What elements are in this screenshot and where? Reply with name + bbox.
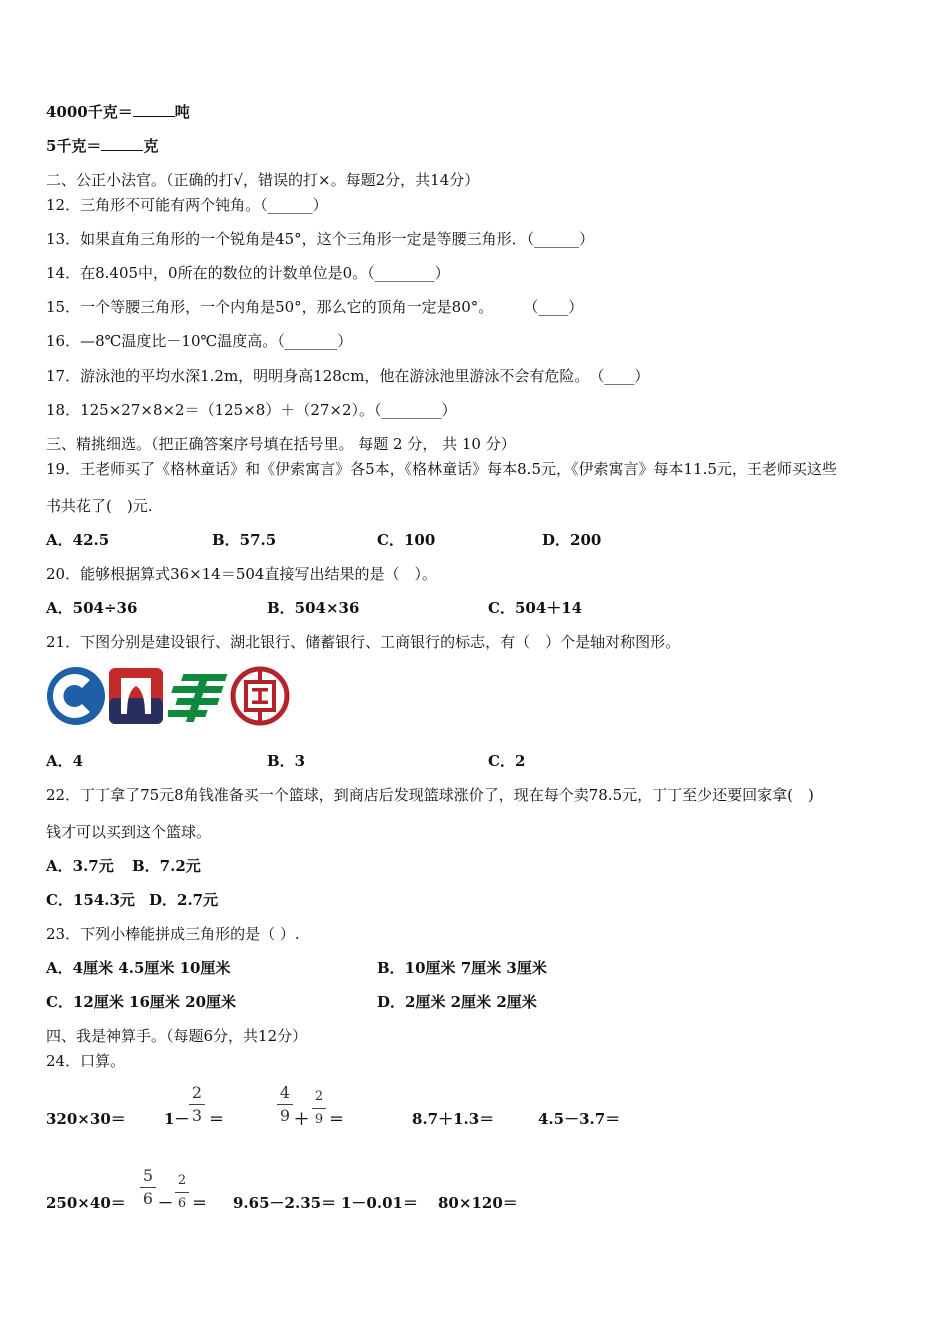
question-14: 14．在8.405中，0所在的数位的计数单位是0。（________） — [46, 264, 450, 282]
question-21: 21．下图分别是建设银行、湖北银行、储蓄银行、工商银行的标志，有（ ）个是轴对称图形。 — [46, 633, 681, 651]
answer-blank[interactable] — [101, 136, 143, 151]
calc-1-minus-prefix: 1－ — [164, 1110, 190, 1128]
question-16: 16．—8℃温度比－10℃温度高。（_______） — [46, 332, 353, 350]
q22-option-d[interactable]: D．2.7元 — [149, 891, 219, 909]
denominator: 3 — [191, 1106, 203, 1125]
answer-blank[interactable] — [133, 102, 175, 117]
q23-option-c[interactable]: C．12厘米 16厘米 20厘米 — [46, 993, 237, 1011]
denominator: 6 — [177, 1196, 187, 1211]
question-15: 15．一个等腰三角形，一个内角是50°，那么它的顶角一定是80°。 （____） — [46, 298, 584, 316]
denominator: 6 — [142, 1189, 154, 1208]
minus-sign: － — [158, 1194, 174, 1212]
section2-title: 二、公正小法官。（正确的打√，错误的打×。每题2分，共14分） — [46, 171, 480, 189]
question-18: 18．125×27×8×2＝（125×8）＋（27×2）。（________） — [46, 401, 457, 419]
q19-option-a[interactable]: A．42.5 — [46, 531, 110, 549]
q22-option-a[interactable]: A．3.7元 — [46, 857, 114, 875]
numerator: 5 — [142, 1166, 154, 1185]
fill-line-text: 4000千克＝ — [46, 103, 133, 121]
plus-sign: ＋ — [294, 1110, 310, 1128]
fraction-5-6 — [140, 1167, 156, 1208]
numerator: 2 — [191, 1083, 203, 1102]
icbc-logo — [230, 666, 290, 726]
fraction-2-9 — [312, 1088, 326, 1129]
q23-option-d[interactable]: D．2厘米 2厘米 2厘米 — [377, 993, 537, 1011]
q19-option-b[interactable]: B．57.5 — [212, 531, 277, 549]
question-19-line1: 19．王老师买了《格林童话》和《伊索寓言》各5本，《格林童话》每本8.5元，《伊索寓言》每本11.5元，王老师买这些 — [46, 460, 837, 478]
q21-option-b[interactable]: B．3 — [267, 752, 306, 770]
fraction-2-6 — [175, 1172, 189, 1213]
question-20: 20．能够根据算式36×14＝504直接写出结果的是（ ）。 — [46, 565, 437, 583]
calc-4.5-minus-3.7: 4.5－3.7＝ — [538, 1110, 621, 1128]
ccb-logo — [46, 666, 106, 726]
denominator: 9 — [314, 1112, 324, 1127]
denominator: 9 — [279, 1106, 291, 1125]
q19-option-d[interactable]: D．200 — [542, 531, 602, 549]
calc-9.65-minus-2.35: 9.65－2.35＝ — [233, 1194, 337, 1212]
question-23: 23．下列小棒能拼成三角形的是（ ）. — [46, 925, 300, 943]
fill-line-unit: 吨 — [174, 103, 190, 121]
q23-option-a[interactable]: A．4厘米 4.5厘米 10厘米 — [46, 959, 231, 977]
question-13: 13．如果直角三角形的一个锐角是45°，这个三角形一定是等腰三角形．（______） — [46, 230, 595, 248]
numerator: 2 — [177, 1173, 187, 1188]
q20-option-a[interactable]: A．504÷36 — [46, 599, 138, 617]
q20-option-c[interactable]: C．504＋14 — [488, 599, 583, 617]
question-19-line2: 书共花了( )元. — [46, 497, 153, 515]
calc-8.7-plus-1.3: 8.7＋1.3＝ — [412, 1110, 495, 1128]
fill-line-grams — [46, 136, 158, 156]
fill-line-unit: 克 — [143, 137, 159, 155]
calc-80x120: 80×120＝ — [438, 1194, 518, 1212]
q21-option-c[interactable]: C．2 — [488, 752, 526, 770]
question-24: 24．口算。 — [46, 1052, 126, 1070]
calc-250x40: 250×40＝ — [46, 1194, 126, 1212]
q21-option-a[interactable]: A．4 — [46, 752, 84, 770]
fill-line-tons — [46, 102, 190, 122]
calc-320x30: 320×30＝ — [46, 1110, 126, 1128]
calc-equals: ＝ — [192, 1194, 208, 1212]
postal-savings-logo — [168, 666, 228, 726]
fill-line-text: 5千克＝ — [46, 137, 102, 155]
calc-1-minus-0.01: 1－0.01＝ — [341, 1194, 418, 1212]
calc-equals: ＝ — [209, 1110, 225, 1128]
numerator: 4 — [279, 1083, 291, 1102]
question-12: 12．三角形不可能有两个钝角。（______） — [46, 196, 328, 214]
question-22-line2: 钱才可以买到这个篮球。 — [46, 823, 212, 841]
q23-option-b[interactable]: B．10厘米 7厘米 3厘米 — [377, 959, 547, 977]
question-22-line1: 22．丁丁拿了75元8角钱准备买一个篮球，到商店后发现篮球涨价了，现在每个卖78.5元，丁丁至少还要回家拿( ) — [46, 786, 814, 804]
q22-option-b[interactable]: B．7.2元 — [132, 857, 201, 875]
section4-title: 四、我是神算手。（每题6分，共12分） — [46, 1027, 308, 1045]
fraction-2-3 — [189, 1084, 205, 1125]
fraction-4-9 — [277, 1084, 293, 1125]
question-17: 17．游泳池的平均水深1.2m，明明身高128cm，他在游泳池里游泳不会有危险。 （____） — [46, 367, 650, 385]
calc-equals: ＝ — [329, 1110, 345, 1128]
section3-title: 三、精挑细选。（把正确答案序号填在括号里。 每题 2 分， 共 10 分） — [46, 435, 516, 453]
hubei-bank-logo — [108, 666, 164, 726]
q22-option-c[interactable]: C．154.3元 — [46, 891, 135, 909]
numerator: 2 — [314, 1089, 324, 1104]
q19-option-c[interactable]: C．100 — [377, 531, 436, 549]
q20-option-b[interactable]: B．504×36 — [267, 599, 360, 617]
